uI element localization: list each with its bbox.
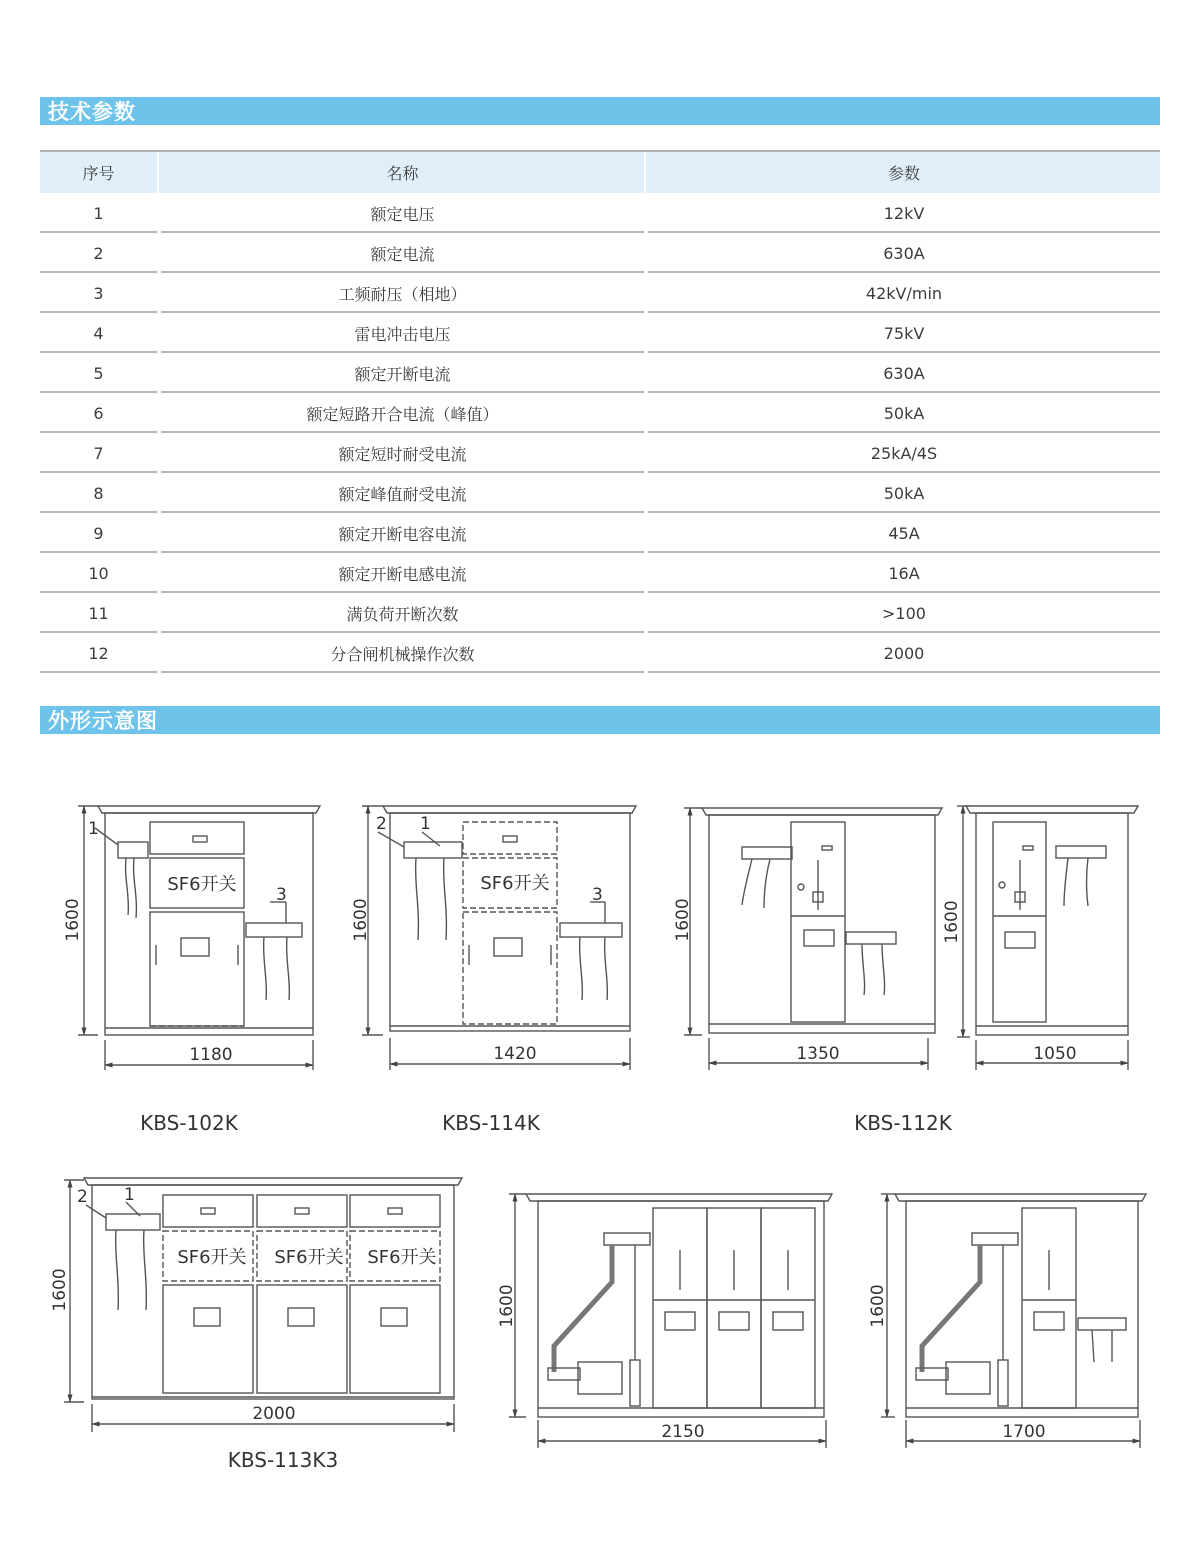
table-row <box>40 193 1160 233</box>
table-row <box>40 513 1160 553</box>
table-row <box>40 473 1160 513</box>
height-dim: 1600 <box>351 898 371 942</box>
height-dim: 1600 <box>63 898 83 942</box>
row-index: 1 <box>93 203 104 223</box>
callout-1: 1 <box>88 819 99 839</box>
row-value: 25kA/4S <box>870 443 938 463</box>
drawing-kbs-102k <box>78 806 320 1070</box>
sf6-label: SF6开关 <box>274 1247 344 1268</box>
height-dim: 1600 <box>50 1268 70 1312</box>
row-index: 11 <box>88 603 109 623</box>
table-row <box>40 593 1160 633</box>
row-name: 满负荷开断次数 <box>346 604 459 624</box>
header-name: 名称 <box>386 164 419 183</box>
row-name: 额定短时耐受电流 <box>338 444 467 464</box>
row-index: 8 <box>93 483 104 503</box>
row-name: 额定短路开合电流（峰值） <box>306 404 499 424</box>
height-dim: 1600 <box>868 1284 888 1328</box>
row-name: 额定电压 <box>370 204 435 224</box>
drawing-kbs-112k-side <box>957 806 1138 1070</box>
header-index: 序号 <box>82 164 115 183</box>
model-label: KBS-114K <box>442 1111 540 1135</box>
row-index: 4 <box>93 323 104 343</box>
width-dim: 1420 <box>493 1044 537 1064</box>
row-index: 9 <box>93 523 104 543</box>
table-row <box>40 553 1160 593</box>
table-row <box>40 313 1160 353</box>
section-title: 技术参数 <box>48 100 136 124</box>
drawing-kbs-113k3 <box>64 1178 462 1432</box>
height-dim: 1600 <box>497 1284 517 1328</box>
row-index: 2 <box>93 243 104 263</box>
row-value: 50kA <box>883 483 925 503</box>
width-dim: 1180 <box>189 1045 233 1065</box>
callout-3: 3 <box>592 885 603 905</box>
row-value: 75kV <box>883 323 925 343</box>
sf6-label: SF6开关 <box>167 874 237 895</box>
header-value: 参数 <box>887 164 920 183</box>
row-name: 额定开断电流 <box>354 364 451 384</box>
outline-drawings <box>0 740 1200 1500</box>
row-value: 42kV/min <box>865 283 943 303</box>
table-body <box>40 193 1160 673</box>
section-header-specs <box>40 97 1160 125</box>
section-header-drawings <box>40 706 1160 734</box>
row-index: 5 <box>93 363 104 383</box>
model-label: KBS-113K3 <box>227 1448 339 1472</box>
sf6-label: SF6开关 <box>367 1247 437 1268</box>
row-name: 额定峰值耐受电流 <box>338 484 467 504</box>
width-dim: 1350 <box>796 1044 840 1064</box>
callout-2: 2 <box>77 1187 88 1207</box>
row-index: 10 <box>88 563 109 583</box>
table-header <box>40 150 1160 193</box>
row-value: 45A <box>888 523 920 543</box>
sf6-label: SF6开关 <box>480 873 550 894</box>
width-dim: 1050 <box>1033 1044 1077 1064</box>
height-dim: 1600 <box>673 898 693 942</box>
row-name: 额定电流 <box>370 244 435 264</box>
callout-2: 2 <box>376 814 387 834</box>
row-value: 12kV <box>883 203 925 223</box>
row-name: 额定开断电容电流 <box>338 524 467 544</box>
width-dim: 2000 <box>252 1404 296 1424</box>
row-index: 7 <box>93 443 104 463</box>
callout-3: 3 <box>276 885 287 905</box>
row-value: 16A <box>888 563 920 583</box>
width-dim: 1700 <box>1002 1422 1046 1442</box>
row-name: 分合闸机械操作次数 <box>330 644 475 664</box>
drawing-unit-2150 <box>509 1194 832 1448</box>
row-name: 雷电冲击电压 <box>354 324 451 344</box>
row-value: 2000 <box>883 643 925 663</box>
sf6-label: SF6开关 <box>177 1247 247 1268</box>
drawing-kbs-112k-front <box>684 808 942 1070</box>
model-label: KBS-112K <box>854 1111 952 1135</box>
row-name: 工频耐压（相地） <box>338 284 467 304</box>
row-value: >100 <box>882 603 926 623</box>
callout-1: 1 <box>124 1185 135 1205</box>
row-value: 50kA <box>883 403 925 423</box>
row-index: 12 <box>88 643 109 663</box>
table-row <box>40 353 1160 393</box>
table-row <box>40 433 1160 473</box>
table-row <box>40 633 1160 673</box>
row-index: 6 <box>93 403 104 423</box>
drawing-kbs-114k <box>362 806 636 1070</box>
row-name: 额定开断电感电流 <box>338 564 467 584</box>
row-index: 3 <box>93 283 104 303</box>
table-row <box>40 393 1160 433</box>
table-row <box>40 233 1160 273</box>
table-row <box>40 273 1160 313</box>
spec-table <box>40 150 1160 673</box>
row-value: 630A <box>883 363 925 383</box>
model-label: KBS-102K <box>140 1111 238 1135</box>
callout-1: 1 <box>420 814 431 834</box>
height-dim: 1600 <box>942 900 962 944</box>
width-dim: 2150 <box>661 1422 705 1442</box>
row-value: 630A <box>883 243 925 263</box>
section-title: 外形示意图 <box>48 709 158 733</box>
drawing-unit-1700 <box>881 1194 1146 1448</box>
